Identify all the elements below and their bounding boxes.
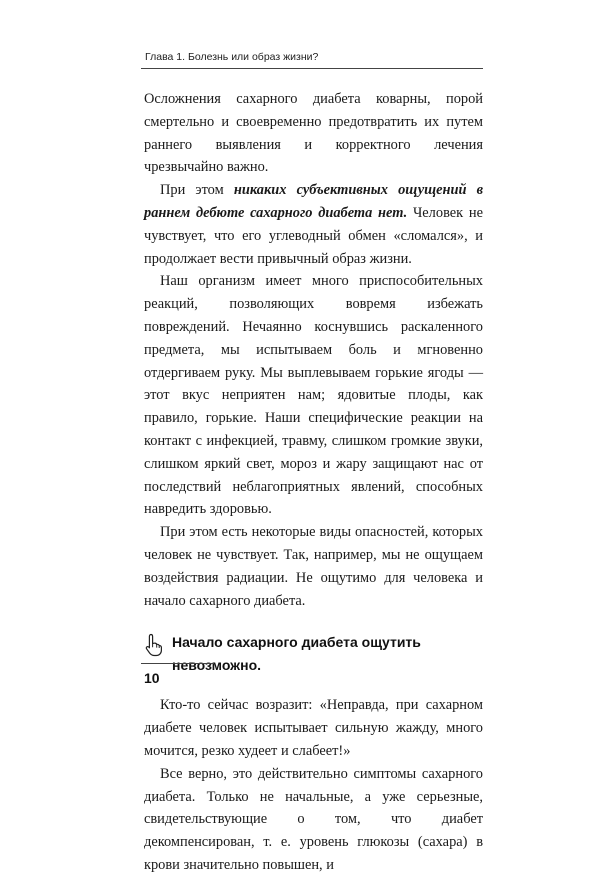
paragraph-unfelt-dangers: При этом есть некоторые виды опасностей, которых человек не чувствует. Так, например, мы не ощущаем воздействия радиации. Не ощутимо для человека и начало сахарного диабета. [144,524,483,609]
footer-divider [141,663,214,664]
paragraph-text: При этом [160,182,234,199]
paragraph-no-sensations [144,179,483,270]
paragraph-complications: Осложнения сахарного диабета коварны, порой смертельно и своевременно предотвратить их путем раннего выявления и корректного лечения чрезвычайно важно. [144,91,483,176]
callout-note [144,631,483,677]
paragraph-symptoms: Все верно, это действительно симптомы сахарного диабета. Только не начальные, а уже серьезные, свидетельствующие о том, что диабет декомпенсирован, т. е. уровень глюкозы (сахара) в крови значительно повышен, и [144,765,483,873]
page-body [144,88,483,877]
emphasis-text: никаких субъективных ощущений в раннем дебюте сахарного диабета нет. [144,182,483,221]
pointing-hand-icon [144,633,164,657]
callout-text: Начало сахарного диабета ощутить невозможно. [172,634,421,674]
running-header: Глава 1. Болезнь или образ жизни? [145,51,319,63]
paragraph-objection: Кто-то сейчас возразит: «Неправда, при сахарном диабете человек испытывает сильную жажду, много мочится, резко худеет и слабеет!» [144,697,483,759]
paragraph-text: Человек не чувствует, что его углеводный обмен «сломался», и продолжает вести привычный образ жизни. [144,204,483,267]
header-divider [141,68,483,69]
page-number: 10 [144,670,160,686]
paragraph-adaptive-reactions: Наш организм имеет много приспособительных реакций, позволяющих вовремя избежать повреждений. Нечаянно коснувшись раскаленного предмета, мы испытываем боль и мгновенно отдергиваем руку. Мы выплевываем горькие ягоды — этот вкус неприятен нам; ядовитые плоды, как правило, горькие. Наши специфические реакции на контакт с инфекцией, травму, слишком громкие звуки, слишком яркий свет, мороз и жару защищают нас от последствий неблагоприятных явлений, способных навредить здоровью. [144,273,483,518]
